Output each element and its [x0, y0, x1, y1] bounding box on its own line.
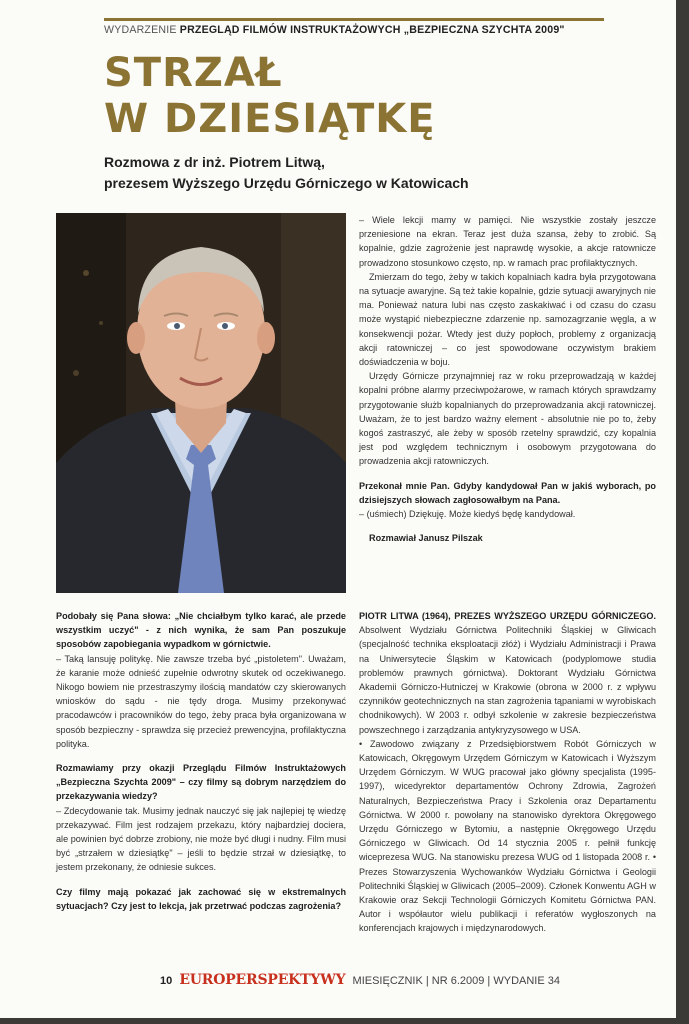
question: Rozmawiamy przy okazji Przeglądu Filmów Instruktażowych „Bezpieczna Szychta 2009" – czy filmy są dobrym narzędziem do przekazywania wiedzy? [56, 763, 346, 802]
subtitle [104, 152, 574, 194]
biography-column [359, 609, 656, 936]
portrait-photo [56, 213, 346, 593]
paragraph: Zmierzam do tego, żeby w takich kopalniach kadra była przygotowana na sytuacje awaryjne. Są też takie kopalnie, gdzie sytuacji awaryjnych nie ma. Ponieważ natura lubi nas często zaskakiwać i od czasu do czasu może wystąpić niebezpieczne zdarzenie np. samozagrzanie węgla, a w konsekwencji pożar. Wtedy jest duży popłoch, problemy z organizacją akcji ratowniczej – co jest spowodowane oczywistym brakiem doświadczenia w boju. [359, 271, 656, 368]
section-rule [104, 18, 604, 21]
interview-column-right-top [359, 213, 656, 545]
subtitle-line-2: prezesem Wyższego Urzędu Górniczego w Katowicach [104, 175, 469, 191]
bio-text-1: Absolwent Wydziału Górnictwa Politechniki Śląskiej w Gliwicach (specjalność technika eksploatacji złóż) i Wydziału Administracji i Prawa na Uniwersytecie Śląskim w Katowicach (podyplomowe studia problemów prawnych górnictwa). Doktorant Wydziału Górnictwa Akademii Górniczo-Hutniczej w Krakowie (obrona w 2000 r. z wpływu czynników geotechnicznych na stan zagrożenia tąpaniami w wyrobiskach chodnikowych). W 2003 r. odbył szkolenie w zakresie bezpieczeństwa powszechnego i zarządzania antykryzysowego w USA. [359, 625, 656, 735]
section-header [104, 24, 614, 36]
interviewer-credit: Rozmawiał Janusz Pilszak [369, 533, 483, 544]
answer: – Taką lansuję politykę. Nie zawsze trzeba być „pistoletem". Uważam, że karanie może odnieść zupełnie odwrotny skutek od oczekiwanego. Nikogo bowiem nie przestraszymy ilością mandatów czy skierowanych wniosków do sądu - nie tędy droga. Musimy przekonywać pracodawców i pracowników do tego, żeby praca była organizowana w sposób bezpieczny - sprawdza się przecież prewencyjna, profilaktyczna polityka. [56, 653, 346, 749]
subtitle-line-1: Rozmowa z dr inż. Piotrem Litwą, [104, 154, 325, 170]
paragraph: – Wiele lekcji mamy w pamięci. Nie wszystkie zostały jeszcze przeniesione na ekran. Teraz jest duża szansa, żeby to zrobić. Są kopalnie, gdzie zagrożenie jest naprawdę wysokie, a akcje ratownicze prowadzono stosunkowo często, np. w ramach prac profilaktycznych. [359, 215, 656, 268]
section-title: PRZEGLĄD FILMÓW INSTRUKTAŻOWYCH „BEZPIECZNA SZYCHTA 2009" [179, 24, 565, 36]
page-footer [160, 972, 600, 988]
answer: – (uśmiech) Dziękuję. Może kiedyś będę kandydował. [359, 509, 576, 520]
question: Czy filmy mają pokazać jak zachować się w ekstremalnych sytuacjach? Czy jest to lekcja, jak przetrwać podczas zagrożenia? [56, 886, 346, 911]
bio-heading: PIOTR LITWA (1964), PREZES WYŻSZEGO URZĘDU GÓRNICZEGO. [359, 611, 656, 621]
portrait-illustration [56, 213, 346, 593]
paragraph: Urzędy Górnicze przynajmniej raz w roku przeprowadzają w każdej kopalni próbne alarmy przeciwpożarowe, w ramach których sprawdzamy przygotowanie służb kopalnianych do przeprowadzania akcji ratowniczej. Uważam, że to jest bardzo ważny element - absolutnie nie po to, żeby kogoś zastraszyć, ale żeby w sposób rzetelny sprawdzić, czy kopalnia jest pod względem technicznym i osobowym przygotowana do prowadzenia akcji ratowniczych. [359, 371, 656, 467]
headline-line-2: W DZIESIĄTKĘ [104, 96, 436, 142]
interview-column-left [56, 609, 346, 913]
page-number: 10 [160, 975, 173, 987]
question: Przekonał mnie Pan. Gdyby kandydował Pan w jakiś wyborach, po dzisiejszych słowach zagłosowałbym na Pana. [359, 480, 656, 505]
headline-line-1: STRZAŁ [104, 50, 283, 96]
section-label: WYDARZENIE [104, 24, 177, 36]
headline [104, 50, 436, 142]
bio-text-2: • Zawodowo związany z Przedsiębiorstwem Robót Górniczych w Katowicach, Okręgowym Urzędem Górniczym w Katowicach i Wyższym Urzędem Górniczym. W WUG pracował jako główny specjalista (1995-1997), wicedyrektor departamentów Ochrony Zdrowia, Zagrożeń Naturalnych, Bezpieczeństwa Pracy i Szkolenia oraz Departamentu Górnictwa. W 2000 r. powołany na stanowisko dyrektora Okręgowego Urzędu Górniczego w Bytomiu, a następnie Okręgowego Urzędu Górniczego w Gliwicach. Od 14 stycznia 2005 r. pełnił funkcję wiceprezesa WUG. Na stanowisku prezesa WUG od 1 listopada 2008 r. • Prezes Stowarzyszenia Wychowanków Wydziału Górnictwa i Geologii Politechniki Śląskiej w Gliwicach (2005–2009). Członek Konwentu AGH w Krakowie oraz Sekcji Technologii Górniczych Komitetu Górnictwa PAN. Autor i współautor wielu publikacji i referatów wygłoszonych na konferencjach krajowych i międzynarodowych. [359, 738, 656, 934]
answer: – Zdecydowanie tak. Musimy jednak nauczyć się jak najlepiej tę wiedzę przekazywać. Film jest rodzajem przekazu, który najbardziej dociera, ale powinien być dobrze zrobiony, nie może być długi i nudny. Film musi być „strzałem w dziesiątkę" – jeśli to będzie strzał w dziesiątkę, to jestem przekonany, że odniesie sukces. [56, 805, 346, 873]
question: Podobały się Pana słowa: „Nie chciałbym tylko karać, ale przede wszystkim uczyć" - z nich wynika, że sam Pan poszukuje sposobów zapobiegania wypadkom w górnictwie. [56, 611, 346, 650]
magazine-logo: EUROPERSPEKTYWY [179, 972, 346, 988]
issue-info: MIESIĘCZNIK | NR 6.2009 | WYDANIE 34 [352, 975, 560, 987]
